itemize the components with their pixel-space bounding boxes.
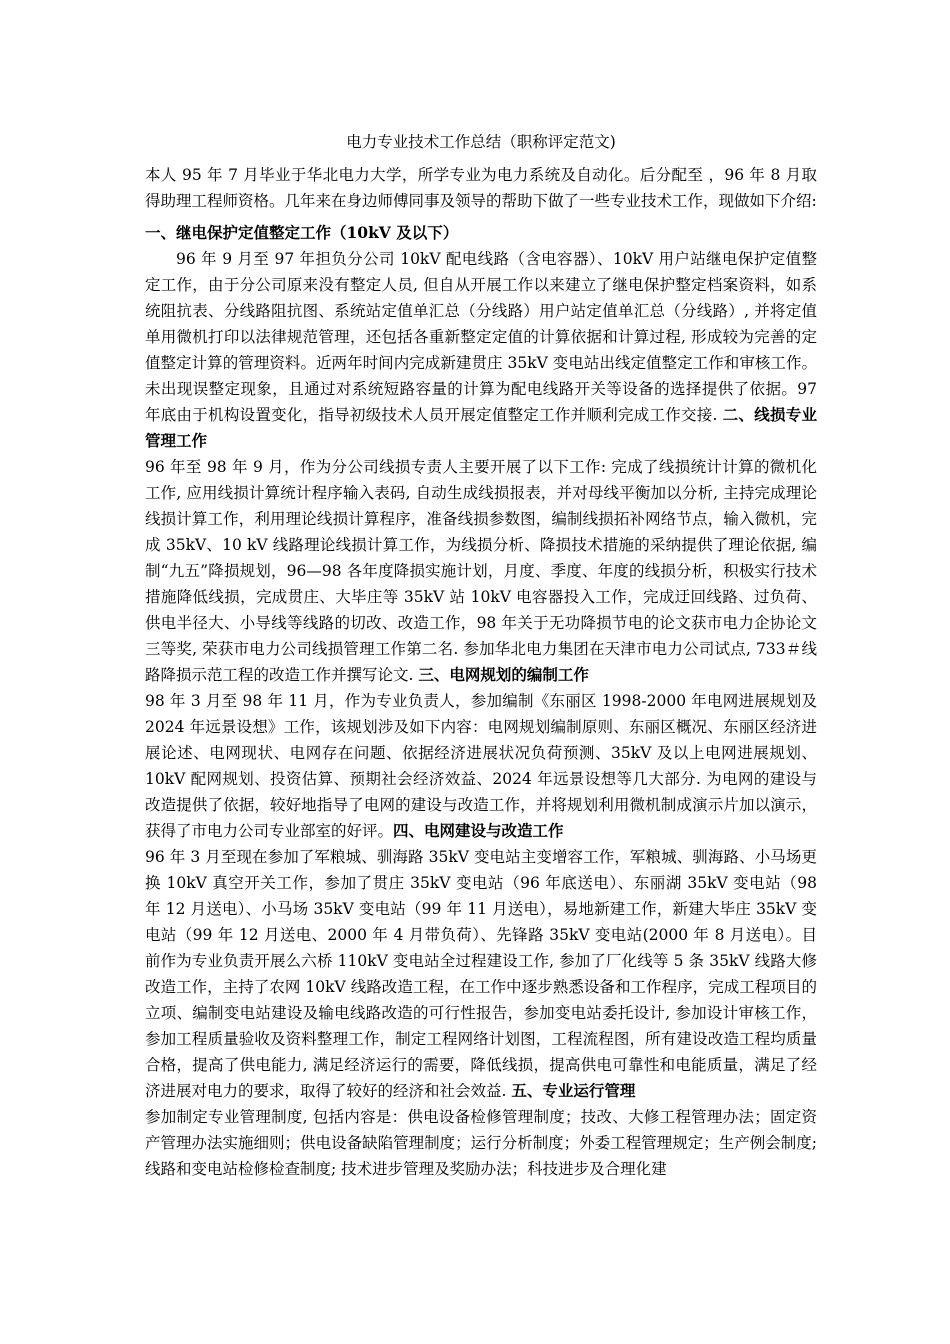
intro-paragraph: 本人 95 年 7 月毕业于华北电力大学，所学专业为电力系统及自动化。后分配至 ，96 年 8 月取得助理工程师资格。几年来在身边师傅同事及领导的帮助下做了一些专业技术工作，现做如下介绍: xyxy=(145,166,817,210)
document-page xyxy=(145,128,817,1182)
section-2-heading: 二、线损专业管理工作 xyxy=(145,405,817,450)
section-5-body: 参加制定专业管理制度, 包括内容是：供电设备检修管理制度；技改、大修工程管理办法；固定资产管理办法实施细则；供电设备缺陷管理制度；运行分析制度；外委工程管理规定；生产例会制度; 线路和变电站检修检查制度; 技术进步管理及奖励办法；科技进步及合理化建 xyxy=(145,1108,817,1178)
section-3-body: 98 年 3 月至 98 年 11 月，作为专业负责人，参加编制《东丽区 1998-2000 年电网进展规划及 2024 年远景设想》工作，该规划涉及如下内容：电网规划编制原则、东丽区概况、东丽区经济进展论述、电网现状、电网存在问题、依据经济进展状况负荷预测、35kV 及以上电网进展规划、10kV 配网规划、投资估算、预期社会经济效益、2024 年远景设想等几大部分. 为电网的建设与改造提供了依据，较好地指导了电网的建设与改造工作，并将规划利用微机制成演示片加以演示，获得了市电力公司专业部室的好评。 xyxy=(145,692,817,840)
document-title: 电力专业技术工作总结（职称评定范文) xyxy=(346,133,616,151)
section-1-body: 96 年 9 月至 97 年担负分公司 10kV 配电线路（含电容器）、10kV 用户站继电保护定值整定工作，由于分公司原来没有整定人员, 但自从开展工作以来建立了继电保护整定档案资料，如系统阻抗表、分线路阻抗图、系统站定值单汇总（分线路）用户站定值单汇总（分线路）, 并将定值单用微机打印以法律规范管理，还包括各重新整定定值的计算依据和计算过程, 形成较为完善的定值整定计算的管理资料。近两年时间内完成新建贯庄 35kV 变电站出线定值整定工作和审核工作。未出现误整定现象，且通过对系统短路容量的计算为配电线路开关等设备的选择提供了依据。97 年底由于机构设置变化，指导初级技术人员开展定值整定工作并顺利完成工作交接. xyxy=(145,250,817,424)
section-4-paragraph xyxy=(145,844,817,1104)
section-3-paragraph xyxy=(145,688,817,844)
section-2-body: 96 年至 98 年 9 月，作为分公司线损专责人主要开展了以下工作: 完成了线损统计计算的微机化工作, 应用线损计算统计程序输入表码, 自动生成线损报表，并对母线平衡加以分析, 主持完成理论线损计算工作，利用理论线损计算程序，准备线损参数图，编制线损拓补网络节点，输入微机，完成 35kV、10 kV 线路理论线损计算工作，为线损分析、降损技术措施的采纳提供了理论依据, 编制“九五”降损规划，96—98 各年度降损实施计划，月度、季度、年度的线损分析，积极实行技术措施降低线损，完成贯庄、大毕庄等 35kV 站 10kV 电容器投入工作，完成迂回线路、过负荷、供电半径大、小导线等线路的切改、改造工作，98 年关于无功降损节电的论文获市电力企协论文三等奖, 荣获市电力公司线损管理工作第二名. 参加华北电力集团在天津市电力公司试点, 733＃线路降损示范工程的改造工作并撰写论文. xyxy=(145,458,817,684)
section-4-heading: 四、电网建设与改造工作 xyxy=(393,821,564,840)
section-1-heading: 一、继电保护定值整定工作（10kV 及以下） xyxy=(145,223,459,242)
section-5-heading: 五、专业运行管理 xyxy=(511,1081,636,1100)
section-3-heading: 三、电网规划的编制工作 xyxy=(418,665,589,684)
section-1-paragraph xyxy=(145,246,817,454)
section-5-paragraph xyxy=(145,1104,817,1182)
section-2-paragraph xyxy=(145,454,817,688)
section-4-body: 96 年 3 月至现在参加了军粮城、驯海路 35kV 变电站主变增容工作，军粮城、驯海路、小马场更换 10kV 真空开关工作，参加了贯庄 35kV 变电站（96 年底送电）、东丽湖 35kV 变电站（98 年 12 月送电）、小马场 35kV 变电站（99 年 11 月送电），易地新建工作，新建大毕庄 35kV 变电站（99 年 12 月送电、2000 年 4 月带负荷）、先锋路 35kV 变电站(2000 年 8 月送电）。目前作为专业负责开展么六桥 110kV 变电站全过程建设工作, 参加了厂化线等 5 条 35kV 线路大修改造工作，主持了农网 10kV 线路改造工程，在工作中逐步熟悉设备和工作程序，完成工程项目的立项、编制变电站建设及输电线路改造的可行性报告，参加变电站委托设计, 参加设计审核工作，参加工程质量验收及资料整理工作，制定工程网络计划图，工程流程图，所有建设改造工程均质量合格，提高了供电能力, 满足经济运行的需要，降低线损，提高供电可靠性和电能质量，满足了经济进展对电力的要求，取得了较好的经济和社会效益. xyxy=(145,848,817,1100)
